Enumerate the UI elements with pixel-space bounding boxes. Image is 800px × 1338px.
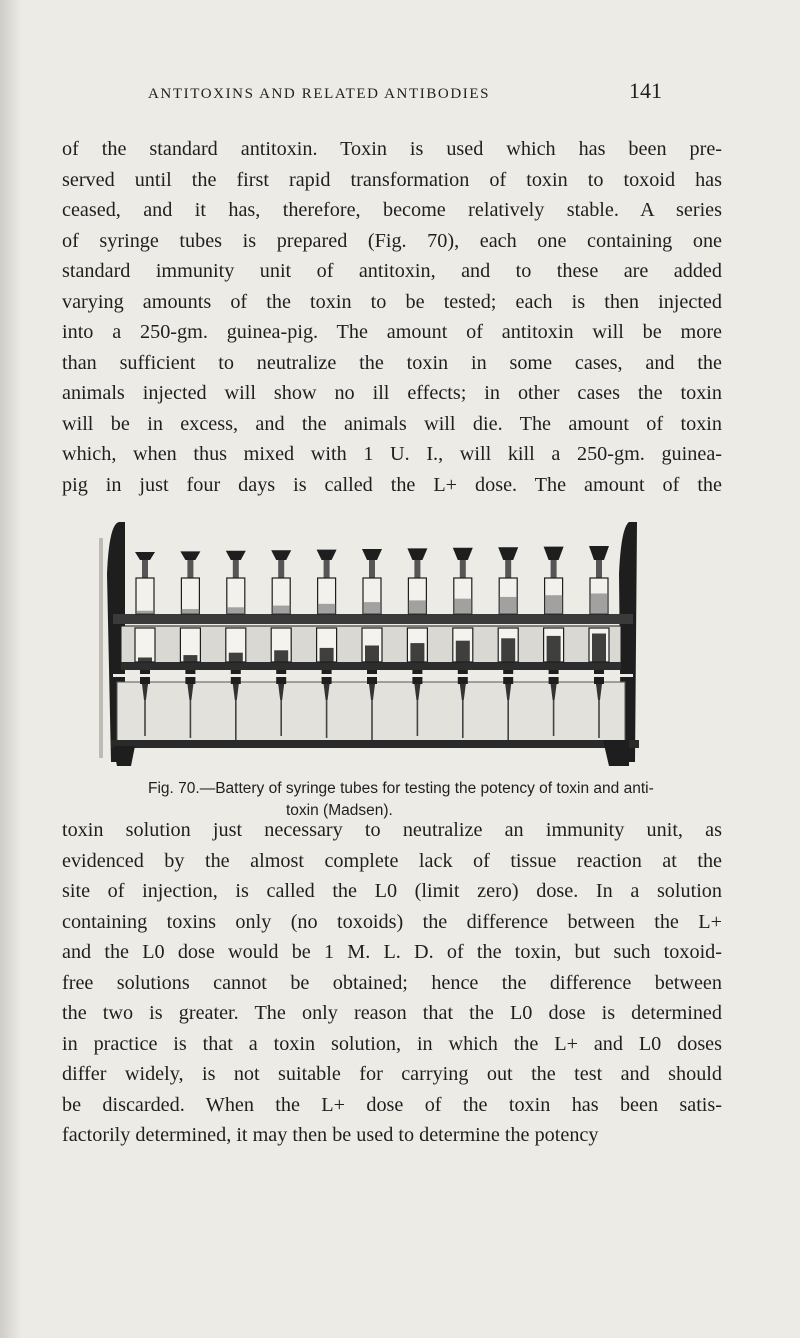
page-number: 141 xyxy=(629,78,662,103)
syringe-needle xyxy=(280,700,282,736)
text-line: will be in excess, and the animals will die. The amount of toxin xyxy=(62,412,722,435)
text-line: animals injected will show no ill effects; in other cases the toxin xyxy=(62,382,722,404)
rack-right-foot xyxy=(603,740,629,766)
text-line: in practice is that a toxin solution, in which the L+ and L0 doses xyxy=(62,1032,722,1055)
rack-left-foot xyxy=(113,746,135,766)
syringe-lower-fill xyxy=(320,648,334,662)
syringe-plunger-rod xyxy=(233,560,239,580)
syringe-upper-barrel xyxy=(181,578,199,614)
syringe-plunger-rod xyxy=(142,560,148,580)
syringe-needle xyxy=(190,700,192,738)
syringe-upper-fill xyxy=(318,604,336,614)
syringe-upper-fill xyxy=(545,595,563,614)
syringe-upper-fill xyxy=(408,600,426,614)
paragraph-1 xyxy=(62,134,722,500)
text-line: varying amounts of the toxin to be tested; each is then injected xyxy=(62,290,722,313)
syringe-lower-fill xyxy=(501,638,515,662)
syringe-plunger-rod xyxy=(596,560,602,580)
syringe-plunger-rod xyxy=(460,560,466,580)
syringe-plunger-head xyxy=(271,550,291,560)
paragraph-2 xyxy=(62,815,722,1151)
syringe-plunger-rod xyxy=(187,560,193,580)
text-line: of syringe tubes is prepared (Fig. 70), each one containing one xyxy=(62,229,722,252)
syringe-lower-fill xyxy=(410,643,424,662)
syringe-needle xyxy=(462,700,464,738)
syringe-plunger-head xyxy=(544,547,564,560)
page-edge-shadow xyxy=(0,0,22,1338)
syringe-lower-fill xyxy=(138,658,152,663)
syringe-plunger-head xyxy=(498,547,518,560)
text-line: containing toxins only (no toxoids) the difference between the L+ xyxy=(62,910,722,933)
text-line: standard immunity unit of antitoxin, and to these are added xyxy=(62,260,722,282)
syringe-needle xyxy=(144,700,146,736)
syringe-upper-fill xyxy=(363,602,381,614)
syringe-needle xyxy=(326,700,328,738)
rack-base-rail xyxy=(111,740,639,748)
syringe-lower-fill xyxy=(547,636,561,662)
text-line: toxin solution just necessary to neutralize an immunity unit, as xyxy=(62,819,722,841)
syringe-plunger-head xyxy=(180,551,200,560)
syringe-plunger-rod xyxy=(505,560,511,580)
syringe-lower-fill xyxy=(592,634,606,663)
syringe-upper-barrel xyxy=(136,578,154,614)
syringe-plunger-head xyxy=(135,552,155,560)
text-line: of the standard antitoxin. Toxin is used which has been pre- xyxy=(62,138,722,160)
syringe-plunger-head xyxy=(407,548,427,560)
text-line: than sufficient to neutralize the toxin in some cases, and the xyxy=(62,351,722,374)
syringe-needle xyxy=(507,700,509,740)
rack-upper-rail xyxy=(113,614,633,624)
text-line: into a 250-gm. guinea-pig. The amount of antitoxin will be more xyxy=(62,321,722,343)
syringe-upper-fill xyxy=(227,607,245,614)
text-line: factorily determined, it may then be used to determine the potency xyxy=(62,1124,599,1146)
text-line: and the L0 dose would be 1 M. L. D. of the toxin, but such toxoid- xyxy=(62,941,722,963)
syringe-needle xyxy=(235,700,237,740)
syringe-lower-fill xyxy=(274,650,288,662)
text-line: pig in just four days is called the L+ dose. The amount of the xyxy=(62,473,722,496)
syringe-lower-fill xyxy=(365,646,379,663)
syringe-plunger-rod xyxy=(369,560,375,580)
text-line: evidenced by the almost complete lack of tissue reaction at the xyxy=(62,849,722,872)
syringe-plunger-head xyxy=(226,551,246,560)
caption-line: Fig. 70.—Battery of syringe tubes for testing the potency of toxin and anti- xyxy=(148,780,654,797)
text-line: the two is greater. The only reason that the L0 dose is determined xyxy=(62,1002,722,1024)
syringe-plunger-head xyxy=(453,548,473,560)
syringe-lower-barrel xyxy=(135,628,155,662)
syringe-upper-fill xyxy=(136,611,154,614)
text-line: served until the first rapid transformation of toxin to toxoid has xyxy=(62,168,722,191)
syringe-plunger-rod xyxy=(278,560,284,580)
text-line: differ widely, is not suitable for carrying out the test and should xyxy=(62,1063,722,1085)
syringe-plunger-head xyxy=(317,550,337,560)
text-line: be discarded. When the L+ dose of the toxin has been satis- xyxy=(62,1093,722,1116)
syringe-lower-fill xyxy=(229,653,243,662)
syringe-upper-fill xyxy=(181,609,199,614)
syringe-needle xyxy=(371,700,373,740)
caption-line: toxin (Madsen). xyxy=(286,802,393,819)
syringe-lower-fill xyxy=(183,655,197,662)
syringe-plunger-rod xyxy=(551,560,557,580)
rack-middle-rail xyxy=(121,662,621,670)
rack-highlight xyxy=(113,674,633,677)
text-line: which, when thus mixed with 1 U. I., will kill a 250-gm. guinea- xyxy=(62,443,722,465)
text-line: free solutions cannot be obtained; hence the difference between xyxy=(62,971,722,994)
syringe-upper-fill xyxy=(590,593,608,614)
running-header xyxy=(148,86,668,103)
rack-shadow xyxy=(99,538,103,758)
syringe-upper-fill xyxy=(272,606,290,614)
syringe-upper-fill xyxy=(499,597,517,614)
text-line: ceased, and it has, therefore, become relatively stable. A series xyxy=(62,199,722,221)
syringe-plunger-head xyxy=(362,549,382,560)
syringe-needle xyxy=(417,700,419,736)
figure-syringe-battery xyxy=(99,514,659,767)
syringe-plunger-rod xyxy=(414,560,420,580)
syringe-lower-fill xyxy=(456,641,470,662)
running-title: ANTITOXINS AND RELATED ANTIBODIES xyxy=(148,86,491,102)
text-line: site of injection, is called the L0 (limit zero) dose. In a solution xyxy=(62,880,722,902)
syringe-needle xyxy=(598,700,600,738)
syringe-needle xyxy=(553,700,555,736)
syringe-plunger-rod xyxy=(324,560,330,580)
syringe-upper-fill xyxy=(454,599,472,614)
syringe-plunger-head xyxy=(589,546,609,560)
